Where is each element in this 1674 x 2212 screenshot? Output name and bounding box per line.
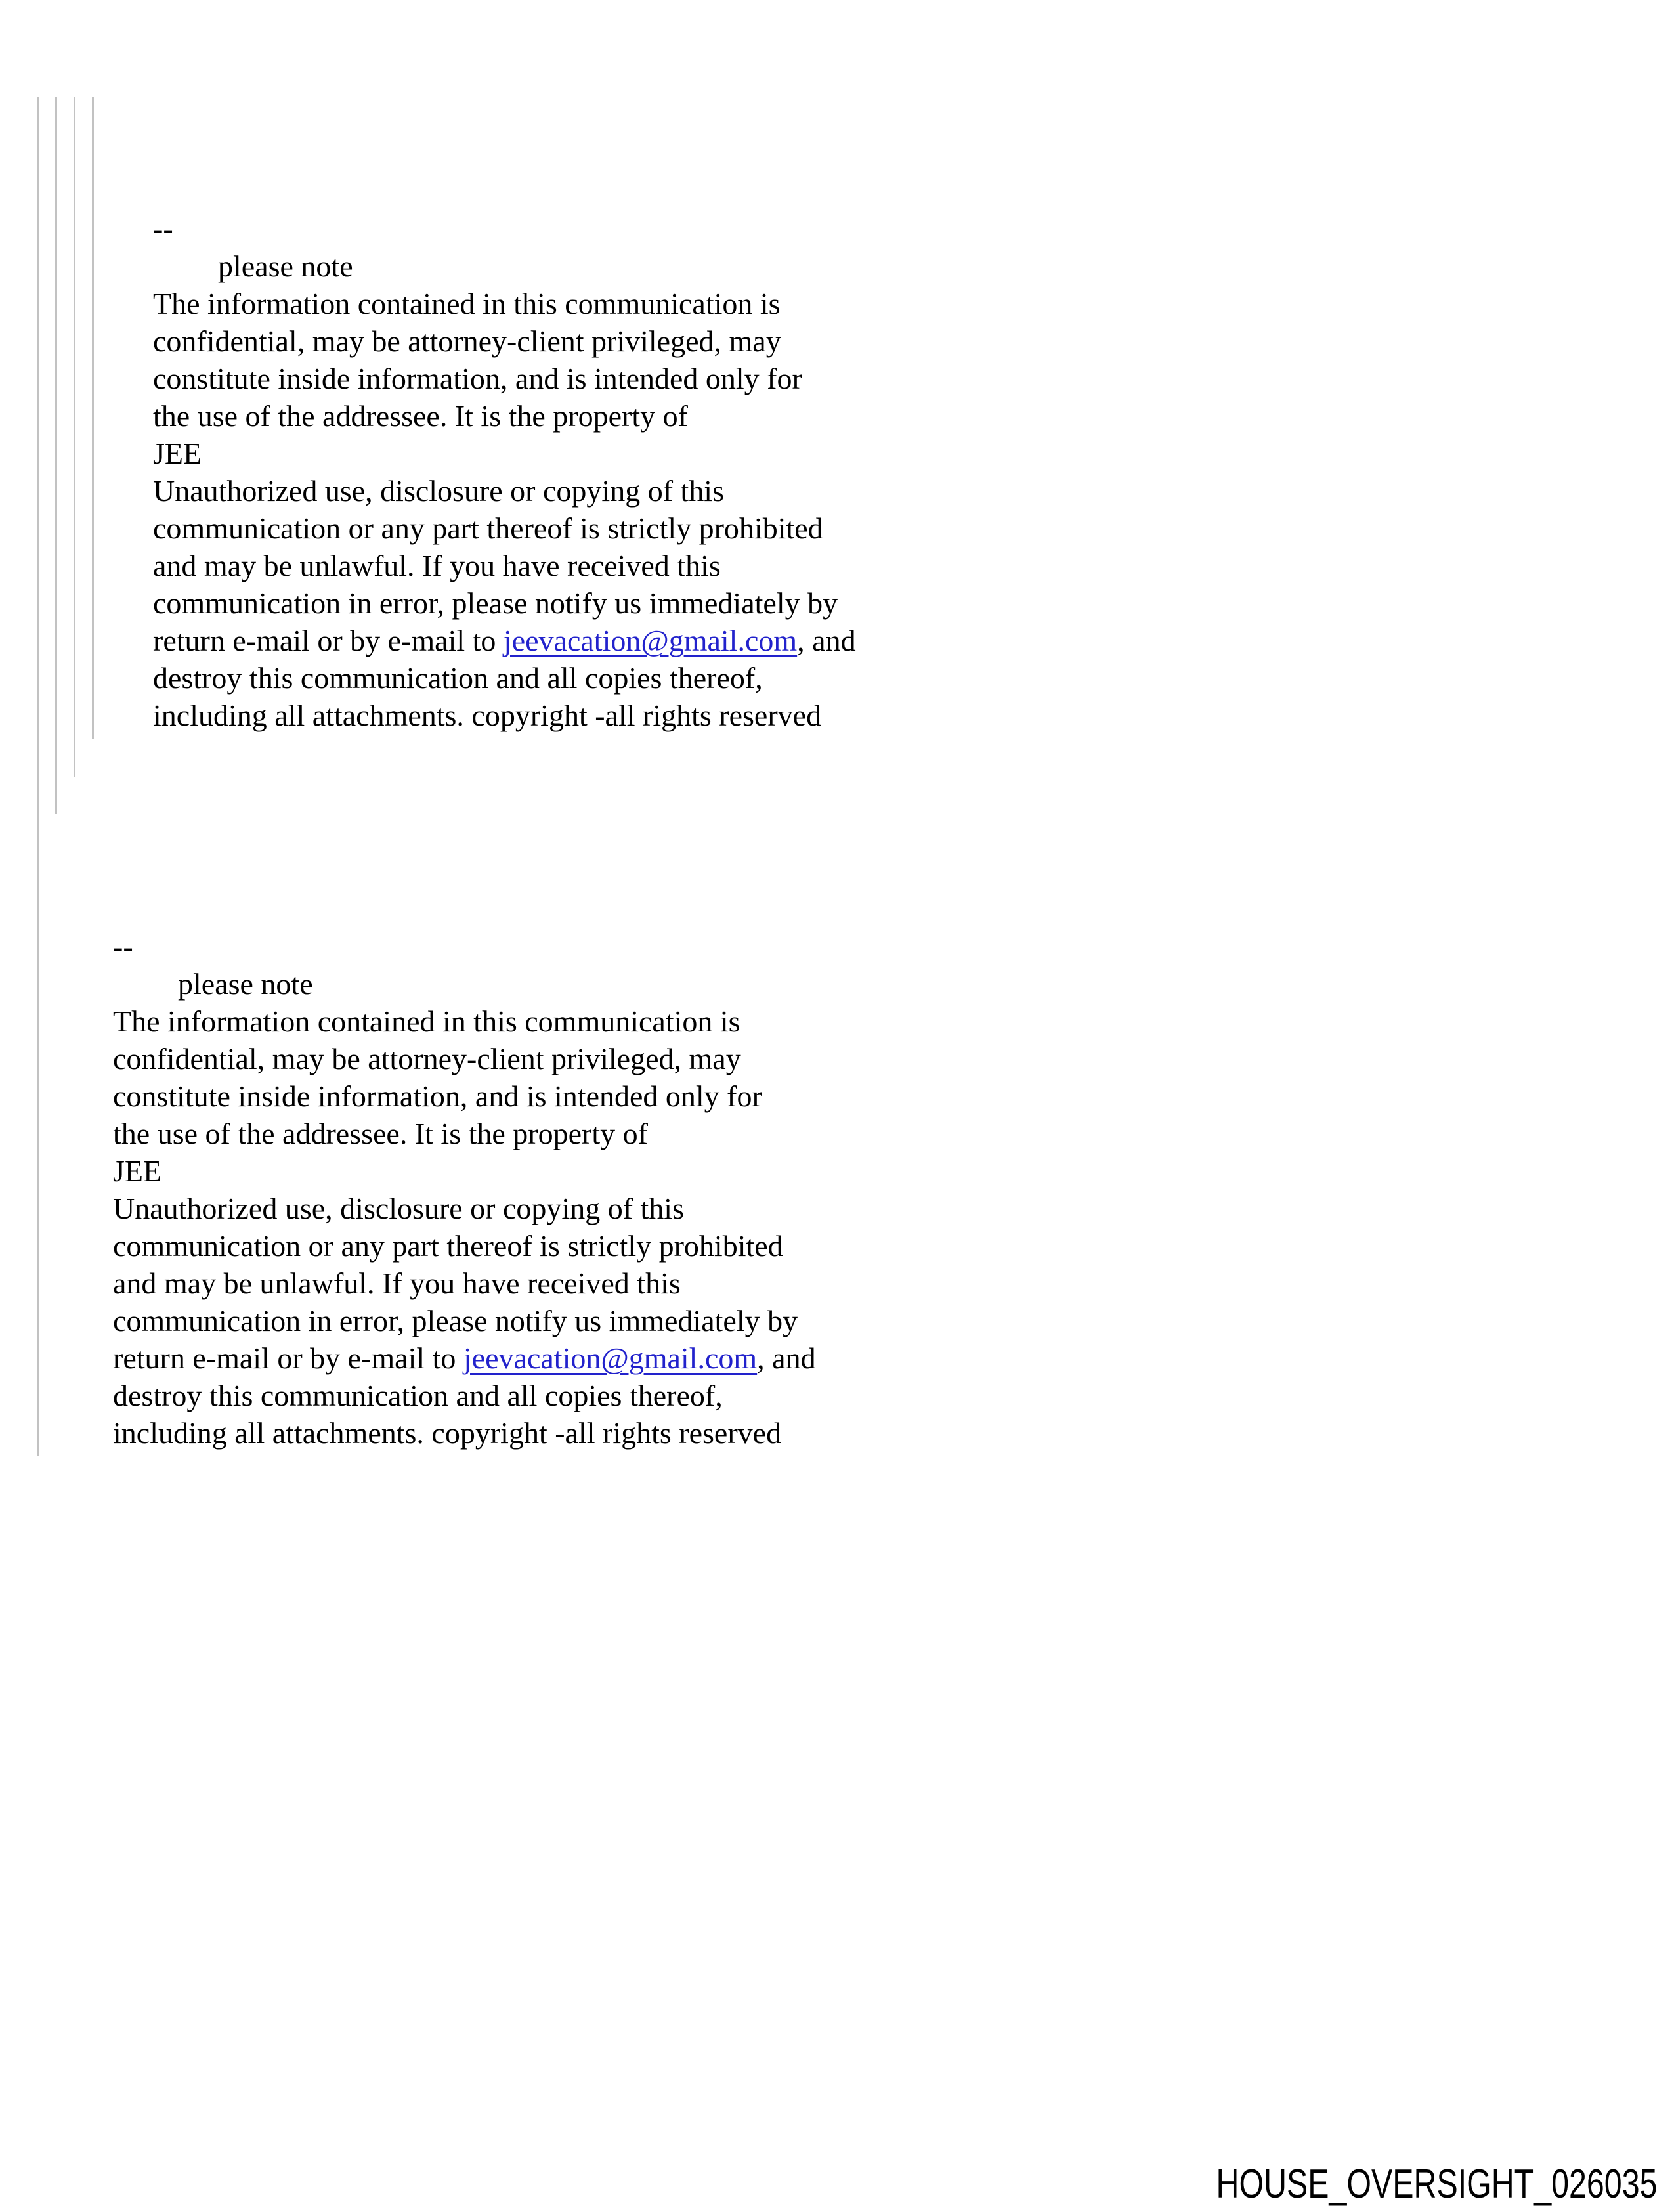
disclaimer-link-line [113,1339,816,1377]
disclaimer-text-line: including all attachments. copyright -all rights reserved [113,1416,782,1450]
link-line-prefix: return e-mail or by e-mail to [153,624,504,657]
disclaimer-text-line: destroy this communication and all copies thereof, [113,1379,723,1412]
disclaimer-text-line: communication or any part thereof is strictly prohibited [153,511,823,545]
disclaimer-text-line: the use of the addressee. It is the property of [153,399,688,433]
disclaimer-text-line: communication or any part thereof is strictly prohibited [113,1229,783,1263]
disclaimer-text-line: destroy this communication and all copies thereof, [153,661,763,695]
quote-indent-bar-1 [37,97,39,1456]
quote-indent-bar-2 [55,97,57,814]
quote-indent-bar-3 [74,97,75,777]
disclaimer-block-2 [113,928,816,1452]
link-line-suffix: , and [797,624,856,657]
disclaimer-text-line: Unauthorized use, disclosure or copying of this [113,1192,684,1225]
disclaimer-text-line: constitute inside information, and is intended only for [113,1079,762,1113]
disclaimer-text-line: including all attachments. copyright -all rights reserved [153,699,822,732]
disclaimer-text-line: The information contained in this communication is [153,287,781,320]
disclaimer-text-line: JEE [113,1154,162,1188]
quote-indent-bar-4 [92,97,94,739]
signature-delimiter: -- [153,212,173,246]
please-note-label: please note [178,967,313,1001]
disclaimer-text-line: The information contained in this communication is [113,1005,740,1038]
signature-delimiter: -- [113,930,133,963]
disclaimer-text-line: communication in error, please notify us immediately by [153,586,838,620]
bates-number: HOUSE_OVERSIGHT_026035 [1216,2161,1657,2207]
link-line-suffix: , and [757,1341,816,1375]
disclaimer-text-line: Unauthorized use, disclosure or copying of this [153,474,724,508]
email-link[interactable]: jeevacation@gmail.com [503,624,798,657]
disclaimer-text-line: communication in error, please notify us immediately by [113,1304,798,1337]
email-link[interactable]: jeevacation@gmail.com [463,1341,758,1375]
link-line-prefix: return e-mail or by e-mail to [113,1341,463,1375]
disclaimer-text-line: constitute inside information, and is intended only for [153,362,802,395]
disclaimer-text-line: confidential, may be attorney-client privileged, may [113,1042,741,1075]
please-note-label: please note [218,249,353,283]
disclaimer-text-line: JEE [153,437,202,470]
disclaimer-link-line [153,622,856,659]
disclaimer-text-line: and may be unlawful. If you have received this [113,1267,681,1300]
disclaimer-text-line: confidential, may be attorney-client privileged, may [153,324,781,358]
disclaimer-text-line: and may be unlawful. If you have received this [153,549,721,582]
disclaimer-block-1 [153,210,856,734]
disclaimer-text-line: the use of the addressee. It is the property of [113,1117,648,1150]
